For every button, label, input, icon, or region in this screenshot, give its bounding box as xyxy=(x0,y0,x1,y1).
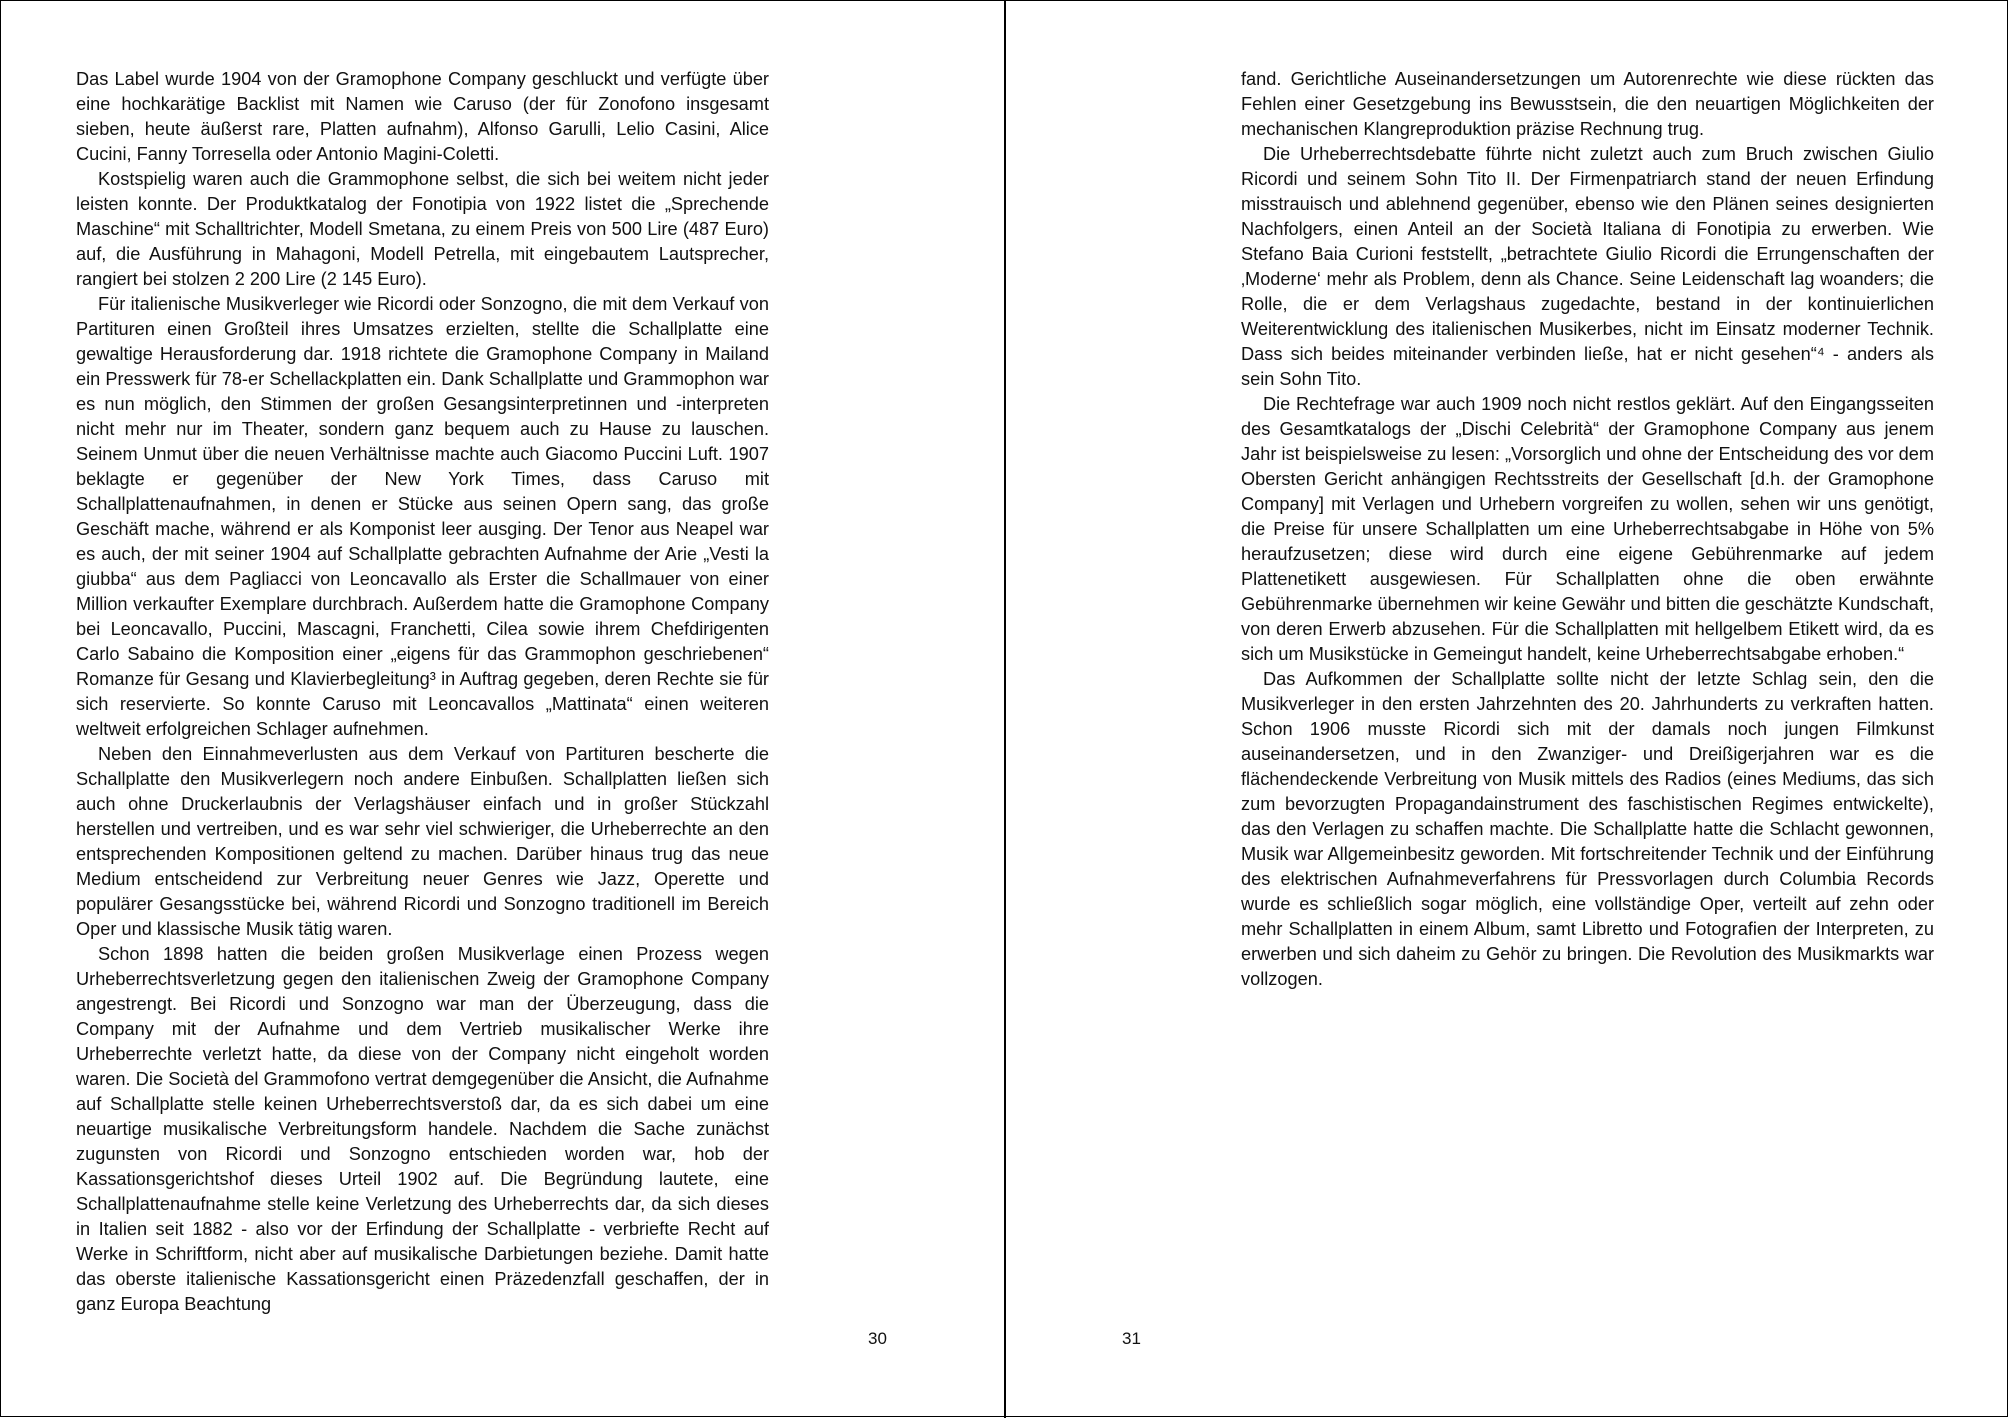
page-fold xyxy=(1004,1,1006,1418)
left-paragraph-2: Kostspielig waren auch die Grammophone selbst, die sich bei weitem nicht jeder leisten konnte. Der Produktkatalog der Fonotipia von 1922 listet die „Sprechende Maschine“ mit Schalltrichter, Modell Smetana, zu einem Preis von 500 Lire (487 Euro) auf, die Ausführung in Mahagoni, Modell Petrella, mit eingebautem Lautsprecher, rangiert bei stolzen 2 200 Lire (2 145 Euro). xyxy=(76,169,769,289)
right-paragraph-1: fand. Gerichtliche Auseinandersetzungen um Autorenrechte wie diese rückten das Fehlen einer Gesetzgebung ins Bewusstsein, die den neuartigen Möglichkeiten der mechanischen Klangreproduktion präzise Rechnung trug. xyxy=(1241,69,1934,139)
page-number-left: 30 xyxy=(868,1329,887,1348)
right-paragraph-4: Das Aufkommen der Schallplatte sollte nicht der letzte Schlag sein, den die Musikverleger in den ersten Jahrzehnten des 20. Jahrhunderts zu verkraften hatten. Schon 1906 musste Ricordi sich mit der damals noch jungen Filmkunst auseinandersetzen, und in den Zwanziger- und Dreißigerjahren war es die flächendeckende Verbreitung von Musik mittels des Radios (eines Mediums, das sich zum bevorzugten Propagandainstrument des faschistischen Regimes entwickelte), das den Verlagen zu schaffen machte. Die Schallplatte hatte die Schlacht gewonnen, Musik war Allgemeinbesitz geworden. Mit fortschreitender Technik und der Einführung des elektrischen Aufnahmeverfahrens für Pressvorlagen durch Columbia Records wurde es schließlich sogar möglich, eine vollständige Oper, verteilt auf zehn oder mehr Schallplatten in einem Album, samt Libretto und Fotografien der Interpreten, zu erwerben und sich daheim zu Gehör zu bringen. Die Revolution des Musikmarkts war vollzogen. xyxy=(1241,669,1934,989)
left-paragraph-3: Für italienische Musikverleger wie Ricordi oder Sonzogno, die mit dem Verkauf von Partituren einen Großteil ihres Umsatzes erzielten, stellte die Schallplatte eine gewaltige Herausforderung dar. 1918 richtete die Gramophone Company in Mailand ein Presswerk für 78-er Schellackplatten ein. Dank Schallplatte und Grammophon war es nun möglich, den Stimmen der großen Gesangsinterpretinnen und -interpreten nicht mehr nur im Theater, sondern ganz bequem auch zu Hause zu lauschen. Seinem Unmut über die neuen Verhältnisse machte auch Giacomo Puccini Luft. 1907 beklagte er gegenüber der New York Times, dass Caruso mit Schallplattenaufnahmen, in denen er Stücke aus seinen Opern sang, das große Geschäft mache, während er als Komponist leer ausging. Der Tenor aus Neapel war es auch, der mit seiner 1904 auf Schallplatte gebrachten Aufnahme der Arie „Vesti la giubba“ aus dem Pagliacci von Leoncavallo als Erster die Schallmauer von einer Million verkaufter Exemplare durchbrach. Außerdem hatte die Gramophone Company bei Leoncavallo, Puccini, Mascagni, Franchetti, Cilea sowie ihrem Chefdirigenten Carlo Sabaino die Komposition einer „eigens für das Grammophon geschriebenen“ Romanze für Gesang und Klavierbegleitung³ in Auftrag gegeben, deren Rechte sie für sich reservierte. So konnte Caruso mit Leoncavallos „Mattinata“ einen weiteren weltweit erfolgreichen Schlager aufnehmen. xyxy=(76,294,769,739)
right-paragraph-3: Die Rechtefrage war auch 1909 noch nicht restlos geklärt. Auf den Eingangsseiten des Gesamtkatalogs der „Dischi Celebrità“ der Gramophone Company aus jenem Jahr ist beispielsweise zu lesen: „Vorsorglich und ohne der Entscheidung des vor dem Obersten Gericht anhängigen Rechtsstreits der Gesellschaft [d.h. der Gramophone Company] mit Verlagen und Urhebern vorgreifen zu wollen, sehen wir uns genötigt, die Preise für unsere Schallplatten um eine Urheberrechtsabgabe in Höhe von 5% heraufzusetzen; diese wird durch eine eigene Gebührenmarke auf jedem Plattenetikett ausgewiesen. Für Schallplatten ohne die oben erwähnte Gebührenmarke übernehmen wir keine Gewähr und bitten die geschätzte Kundschaft, von deren Erwerb abzusehen. Für die Schallplatten mit hellgelbem Etikett wird, da es sich um Musikstücke in Gemeingut handelt, keine Urheberrechtsabgabe erhoben.“ xyxy=(1241,394,1934,664)
page-number-right: 31 xyxy=(1122,1329,1141,1348)
left-paragraph-5: Schon 1898 hatten die beiden großen Musikverlage einen Prozess wegen Urheberrechtsverletzung gegen den italienischen Zweig der Gramophone Company angestrengt. Bei Ricordi und Sonzogno war man der Überzeugung, dass die Company mit der Aufnahme und dem Vertrieb musikalischer Werke ihre Urheberrechte verletzt hatte, da diese von der Company nicht eingeholt worden waren. Die Società del Grammofono vertrat demgegenüber die Ansicht, die Aufnahme auf Schallplatte stelle keinen Urheberrechtsverstoß dar, da es sich dabei um eine neuartige musikalische Verbreitungsform handele. Nachdem die Sache zunächst zugunsten von Ricordi und Sonzogno entschieden worden war, hob der Kassationsgerichtshof dieses Urteil 1902 auf. Die Begründung lautete, eine Schallplattenaufnahme stelle keine Verletzung des Urheberrechts dar, da sich dieses in Italien seit 1882 - also vor der Erfindung der Schallplatte - verbriefte Recht auf Werke in Schriftform, nicht aber auf musikalische Darbietungen beziehe. Damit hatte das oberste italienische Kassationsgericht einen Präzedenzfall geschaffen, der in ganz Europa Beachtung xyxy=(76,944,769,1314)
left-paragraph-1: Das Label wurde 1904 von der Gramophone Company geschluckt und verfügte über eine hochkarätige Backlist mit Namen wie Caruso (der für Zonofono insgesamt sieben, heute äußerst rare, Platten aufnahm), Alfonso Garulli, Lelio Casini, Alice Cucini, Fanny Torresella oder Antonio Magini-Coletti. xyxy=(76,69,769,164)
left-paragraph-4: Neben den Einnahmeverlusten aus dem Verkauf von Partituren bescherte die Schallplatte den Musikverlegern noch andere Einbußen. Schallplatten ließen sich auch ohne Druckerlaubnis der Verlagshäuser einfach und in großer Stückzahl herstellen und vertreiben, und es war sehr viel schwieriger, die Urheberrechte an den entsprechenden Kompositionen geltend zu machen. Darüber hinaus trug das neue Medium entscheidend zur Verbreitung neuer Genres wie Jazz, Operette und populärer Gesangsstücke bei, während Ricordi und Sonzogno traditionell im Bereich Oper und klassische Musik tätig waren. xyxy=(76,744,769,939)
left-page-text xyxy=(76,67,769,1317)
right-page-text xyxy=(1241,67,1934,992)
right-paragraph-2: Die Urheberrechtsdebatte führte nicht zuletzt auch zum Bruch zwischen Giulio Ricordi und seinem Sohn Tito II. Der Firmenpatriarch stand der neuen Erfindung misstrauisch und ablehnend gegenüber, ebenso wie den Plänen seines designierten Nachfolgers, einen Anteil an der Società Italiana di Fonotipia zu erwerben. Wie Stefano Baia Curioni feststellt, „betrachtete Giulio Ricordi die Errungenschaften der ‚Moderne‘ mehr als Problem, denn als Chance. Seine Leidenschaft lag woanders; die Rolle, die er dem Verlagshaus zugedachte, bestand in der kontinuierlichen Weiterentwicklung des italienischen Musikerbes, nicht im Einsatz moderner Technik. Dass sich beides miteinander verbinden ließe, hat er nicht gesehen“⁴ - anders als sein Sohn Tito. xyxy=(1241,144,1934,389)
